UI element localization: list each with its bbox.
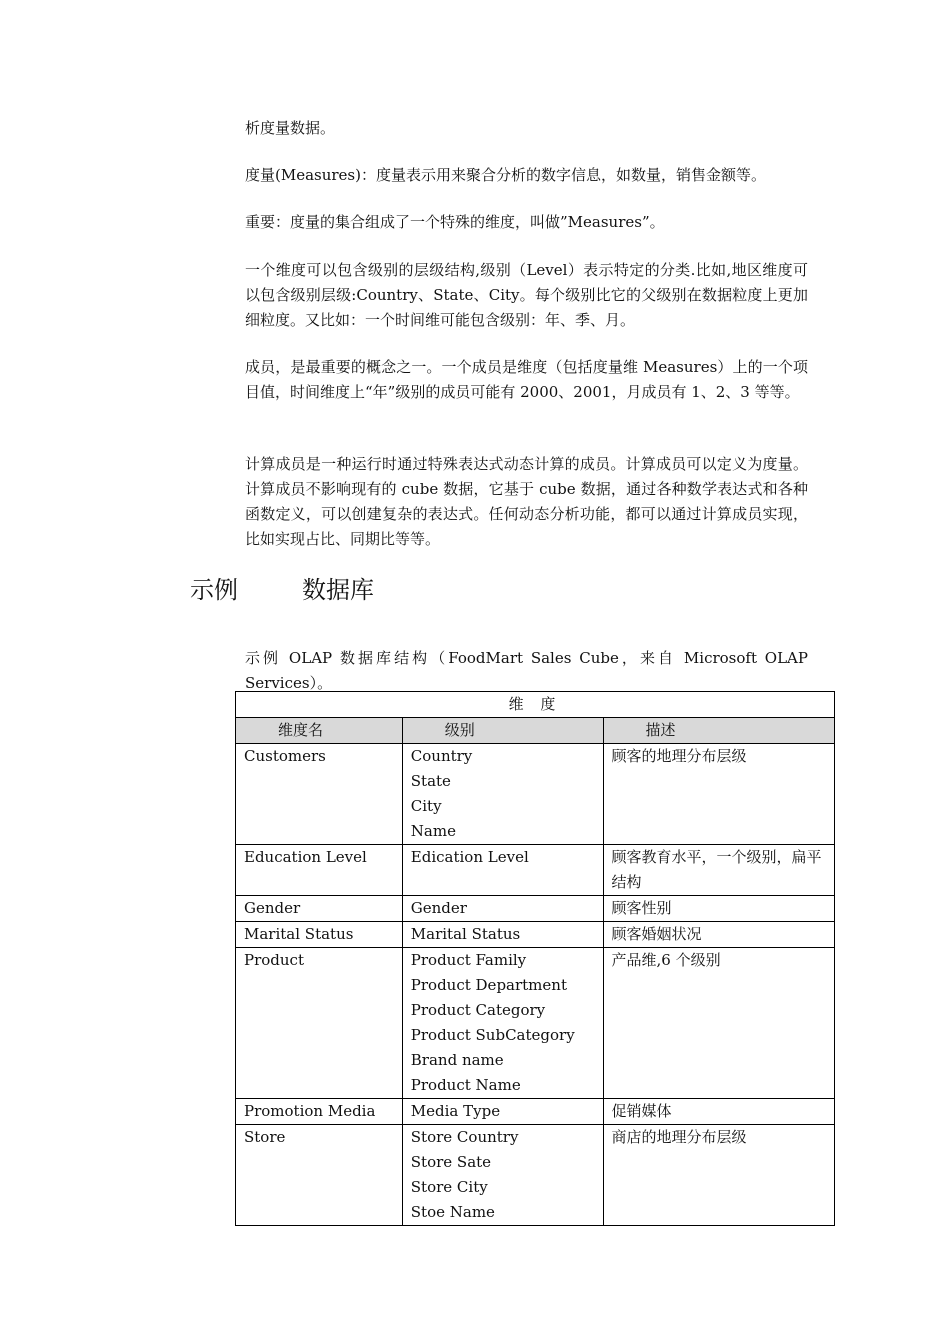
level-item: Store Sate (410, 1153, 492, 1171)
paragraph-levels: 一个维度可以包含级别的层级结构,级别（Level）表示特定的分类.比如,地区维度可以包含级别层级:Country、State、City。每个级别比它的父级别在数据粒度上更加细粒度。又比如：一个时间维可能包含级别：年、季、月。 (245, 261, 808, 329)
level-item: Media Type (410, 1102, 501, 1120)
level-item: Product Family (410, 951, 527, 969)
level-item: Brand name (410, 1051, 504, 1069)
header-description: 描述 (603, 718, 835, 744)
cell-dimension-name: Gender (236, 896, 403, 922)
paragraph-calculated-members: 计算成员是一种运行时通过特殊表达式动态计算的成员。计算成员可以定义为度量。计算成员不影响现有的 cube 数据，它基于 cube 数据，通过各种数学表达式和各种函数定义，可以创建复杂的表达式。任何动态分析功能，都可以通过计算成员实现，比如实现占比、同期比等等。 (245, 455, 808, 548)
cell-dimension-name: Promotion Media (236, 1099, 403, 1125)
cell-levels (402, 1125, 603, 1226)
level-item: Store City (410, 1178, 488, 1196)
cell-levels (402, 922, 603, 948)
cell-dimension-name: Education Level (236, 845, 403, 896)
level-item: Product Department (410, 976, 567, 994)
table-title: 维 度 (236, 692, 835, 718)
table-intro: 示例 OLAP 数据库结构（FoodMart Sales Cube，来自 Microsoft OLAP Services）。 (245, 649, 808, 692)
cell-description: 顾客的地理分布层级 (603, 744, 835, 845)
level-item: Edication Level (410, 848, 529, 866)
level-item: Country (410, 747, 473, 765)
heading-right: 数据库 (302, 576, 374, 604)
level-item: Marital Status (410, 925, 521, 943)
level-item: Gender (410, 899, 467, 917)
level-item: State (410, 772, 451, 790)
table-row (236, 744, 835, 845)
table-row (236, 922, 835, 948)
cell-description: 商店的地理分布层级 (603, 1125, 835, 1226)
header-dimension-name: 维度名 (236, 718, 403, 744)
cell-levels (402, 1099, 603, 1125)
table-row (236, 1125, 835, 1226)
cell-dimension-name: Customers (236, 744, 403, 845)
table-row (236, 896, 835, 922)
cell-description: 促销媒体 (603, 1099, 835, 1125)
cell-description: 顾客性别 (603, 896, 835, 922)
cell-levels (402, 896, 603, 922)
cell-levels (402, 744, 603, 845)
paragraph-important: 重要：度量的集合组成了一个特殊的维度，叫做”Measures”。 (245, 213, 665, 231)
section-heading (190, 574, 374, 606)
cell-description: 顾客教育水平，一个级别，扁平结构 (603, 845, 835, 896)
cell-dimension-name: Product (236, 948, 403, 1099)
header-level: 级别 (402, 718, 603, 744)
paragraph-continued: 析度量数据。 (245, 119, 336, 137)
heading-left: 示例 (190, 576, 238, 604)
table-row (236, 948, 835, 1099)
cell-description: 顾客婚姻状况 (603, 922, 835, 948)
table-row (236, 845, 835, 896)
level-item: Product SubCategory (410, 1026, 575, 1044)
cell-levels (402, 845, 603, 896)
cell-dimension-name: Store (236, 1125, 403, 1226)
table-row (236, 1099, 835, 1125)
paragraph-measures: 度量(Measures)：度量表示用来聚合分析的数字信息，如数量，销售金额等。 (245, 166, 766, 184)
level-item: Product Category (410, 1001, 546, 1019)
paragraph-members: 成员，是最重要的概念之一。一个成员是维度（包括度量维 Measures）上的一个项目值，时间维度上“年”级别的成员可能有 2000、2001，月成员有 1、2、3 等等。 (245, 358, 808, 401)
level-item: Name (410, 822, 456, 840)
cell-dimension-name: Marital Status (236, 922, 403, 948)
cell-levels (402, 948, 603, 1099)
level-item: Stoe Name (410, 1203, 495, 1221)
cell-description: 产品维,6 个级别 (603, 948, 835, 1099)
level-item: Product Name (410, 1076, 521, 1094)
dimensions-table (235, 691, 835, 1226)
level-item: City (410, 797, 442, 815)
level-item: Store Country (410, 1128, 519, 1146)
table-body (236, 744, 835, 1226)
